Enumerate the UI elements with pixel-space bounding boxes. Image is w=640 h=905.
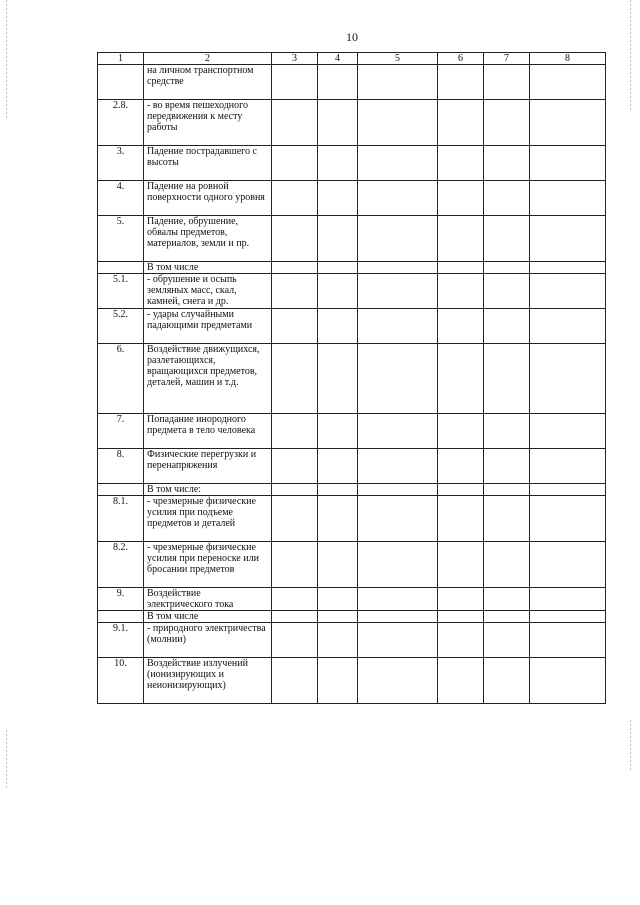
- empty-value-cell: [484, 309, 530, 344]
- row-number: 8.: [98, 449, 144, 484]
- row-description: - природного электричества (молнии): [144, 623, 272, 658]
- empty-value-cell: [318, 262, 358, 274]
- empty-value-cell: [530, 658, 606, 704]
- empty-value-cell: [272, 414, 318, 449]
- row-description: Падение на ровной поверхности одного уровня: [144, 181, 272, 216]
- table-row: [98, 588, 606, 611]
- empty-value-cell: [438, 449, 484, 484]
- injury-statistics-table: [97, 52, 606, 704]
- row-description: Падение, обрушение, обвалы предметов, материалов, земли и пр.: [144, 216, 272, 262]
- column-header: 3: [272, 53, 318, 65]
- empty-value-cell: [358, 542, 438, 588]
- table-row: [98, 181, 606, 216]
- table-row: [98, 274, 606, 309]
- row-description: Физические перегрузки и перенапряжения: [144, 449, 272, 484]
- scan-artifact-right: [630, 720, 631, 770]
- row-number: [98, 65, 144, 100]
- table-row: [98, 449, 606, 484]
- row-number: 7.: [98, 414, 144, 449]
- empty-value-cell: [358, 658, 438, 704]
- empty-value-cell: [272, 181, 318, 216]
- empty-value-cell: [358, 100, 438, 146]
- empty-value-cell: [530, 449, 606, 484]
- empty-value-cell: [318, 658, 358, 704]
- empty-value-cell: [438, 611, 484, 623]
- column-header: 4: [318, 53, 358, 65]
- empty-value-cell: [318, 274, 358, 309]
- empty-value-cell: [530, 181, 606, 216]
- row-number: 5.2.: [98, 309, 144, 344]
- row-description: на личном транспортном средстве: [144, 65, 272, 100]
- empty-value-cell: [438, 65, 484, 100]
- empty-value-cell: [484, 542, 530, 588]
- empty-value-cell: [484, 623, 530, 658]
- empty-value-cell: [530, 588, 606, 611]
- table-row: [98, 262, 606, 274]
- column-header: 5: [358, 53, 438, 65]
- empty-value-cell: [272, 309, 318, 344]
- empty-value-cell: [530, 414, 606, 449]
- empty-value-cell: [484, 611, 530, 623]
- empty-value-cell: [272, 216, 318, 262]
- row-description: Попадание инородного предмета в тело человека: [144, 414, 272, 449]
- empty-value-cell: [530, 274, 606, 309]
- column-header: 2: [144, 53, 272, 65]
- row-description: В том числе: [144, 611, 272, 623]
- table-row: [98, 414, 606, 449]
- empty-value-cell: [438, 658, 484, 704]
- empty-value-cell: [272, 274, 318, 309]
- empty-value-cell: [358, 309, 438, 344]
- empty-value-cell: [438, 181, 484, 216]
- empty-value-cell: [438, 588, 484, 611]
- row-number: 2.8.: [98, 100, 144, 146]
- empty-value-cell: [318, 588, 358, 611]
- empty-value-cell: [438, 274, 484, 309]
- empty-value-cell: [438, 216, 484, 262]
- empty-value-cell: [358, 496, 438, 542]
- empty-value-cell: [484, 658, 530, 704]
- empty-value-cell: [530, 623, 606, 658]
- row-number: 10.: [98, 658, 144, 704]
- table-row: [98, 623, 606, 658]
- table-row: [98, 344, 606, 414]
- row-description: В том числе: [144, 262, 272, 274]
- empty-value-cell: [272, 65, 318, 100]
- empty-value-cell: [484, 496, 530, 542]
- empty-value-cell: [358, 181, 438, 216]
- empty-value-cell: [484, 588, 530, 611]
- empty-value-cell: [358, 344, 438, 414]
- empty-value-cell: [438, 414, 484, 449]
- empty-value-cell: [318, 309, 358, 344]
- table-row: [98, 100, 606, 146]
- table-row: [98, 542, 606, 588]
- table-row: [98, 309, 606, 344]
- empty-value-cell: [318, 496, 358, 542]
- empty-value-cell: [484, 414, 530, 449]
- empty-value-cell: [272, 623, 318, 658]
- row-number: 8.1.: [98, 496, 144, 542]
- empty-value-cell: [272, 100, 318, 146]
- empty-value-cell: [358, 274, 438, 309]
- row-description: Падение пострадавшего с высоты: [144, 146, 272, 181]
- empty-value-cell: [484, 484, 530, 496]
- row-number: 5.1.: [98, 274, 144, 309]
- empty-value-cell: [484, 65, 530, 100]
- empty-value-cell: [438, 496, 484, 542]
- empty-value-cell: [438, 100, 484, 146]
- empty-value-cell: [484, 262, 530, 274]
- empty-value-cell: [318, 611, 358, 623]
- row-number: 4.: [98, 181, 144, 216]
- empty-value-cell: [358, 484, 438, 496]
- row-number: 9.: [98, 588, 144, 611]
- empty-value-cell: [530, 100, 606, 146]
- empty-value-cell: [318, 65, 358, 100]
- empty-value-cell: [530, 65, 606, 100]
- empty-value-cell: [318, 181, 358, 216]
- row-number: 8.2.: [98, 542, 144, 588]
- empty-value-cell: [438, 623, 484, 658]
- empty-value-cell: [358, 623, 438, 658]
- table-row: [98, 496, 606, 542]
- scan-artifact-left: [6, 0, 7, 120]
- table-row: [98, 658, 606, 704]
- column-header: 7: [484, 53, 530, 65]
- column-header: 1: [98, 53, 144, 65]
- empty-value-cell: [318, 484, 358, 496]
- row-description: Воздействие электрического тока: [144, 588, 272, 611]
- empty-value-cell: [438, 262, 484, 274]
- empty-value-cell: [318, 623, 358, 658]
- empty-value-cell: [484, 344, 530, 414]
- empty-value-cell: [530, 262, 606, 274]
- empty-value-cell: [318, 146, 358, 181]
- empty-value-cell: [484, 216, 530, 262]
- empty-value-cell: [358, 262, 438, 274]
- table-row: [98, 65, 606, 100]
- empty-value-cell: [484, 146, 530, 181]
- row-number: [98, 262, 144, 274]
- empty-value-cell: [358, 611, 438, 623]
- empty-value-cell: [272, 262, 318, 274]
- empty-value-cell: [530, 344, 606, 414]
- empty-value-cell: [484, 449, 530, 484]
- empty-value-cell: [272, 344, 318, 414]
- row-description: Воздействие излучений (ионизирующих и неионизирующих): [144, 658, 272, 704]
- empty-value-cell: [530, 496, 606, 542]
- empty-value-cell: [318, 216, 358, 262]
- row-number: [98, 484, 144, 496]
- empty-value-cell: [272, 658, 318, 704]
- empty-value-cell: [272, 496, 318, 542]
- column-header: 6: [438, 53, 484, 65]
- empty-value-cell: [358, 65, 438, 100]
- empty-value-cell: [484, 274, 530, 309]
- empty-value-cell: [358, 146, 438, 181]
- empty-value-cell: [438, 146, 484, 181]
- table-row: [98, 146, 606, 181]
- row-number: 6.: [98, 344, 144, 414]
- empty-value-cell: [530, 611, 606, 623]
- empty-value-cell: [438, 542, 484, 588]
- empty-value-cell: [530, 542, 606, 588]
- row-description: Воздействие движущихся, разлетающихся, вращающихся предметов, деталей, машин и т.д.: [144, 344, 272, 414]
- row-number: 9.1.: [98, 623, 144, 658]
- empty-value-cell: [358, 216, 438, 262]
- column-header: 8: [530, 53, 606, 65]
- empty-value-cell: [484, 100, 530, 146]
- empty-value-cell: [318, 542, 358, 588]
- scan-artifact-right: [630, 0, 631, 110]
- empty-value-cell: [438, 484, 484, 496]
- empty-value-cell: [358, 449, 438, 484]
- empty-value-cell: [318, 100, 358, 146]
- empty-value-cell: [358, 414, 438, 449]
- row-description: - чрезмерные физические усилия при переноске или бросании предметов: [144, 542, 272, 588]
- empty-value-cell: [530, 216, 606, 262]
- row-number: 5.: [98, 216, 144, 262]
- header-row: [98, 53, 606, 65]
- table-row: [98, 216, 606, 262]
- row-number: 3.: [98, 146, 144, 181]
- empty-value-cell: [530, 146, 606, 181]
- empty-value-cell: [272, 588, 318, 611]
- empty-value-cell: [530, 484, 606, 496]
- empty-value-cell: [272, 611, 318, 623]
- empty-value-cell: [272, 146, 318, 181]
- row-description: - обрушение и осыпь земляных масс, скал, камней, снега и др.: [144, 274, 272, 309]
- row-description: В том числе:: [144, 484, 272, 496]
- empty-value-cell: [438, 344, 484, 414]
- empty-value-cell: [318, 344, 358, 414]
- row-number: [98, 611, 144, 623]
- table-row: [98, 484, 606, 496]
- empty-value-cell: [438, 309, 484, 344]
- empty-value-cell: [318, 414, 358, 449]
- empty-value-cell: [272, 542, 318, 588]
- scan-artifact-left: [6, 730, 7, 790]
- empty-value-cell: [358, 588, 438, 611]
- page-number: 10: [346, 30, 358, 44]
- row-description: - удары случайными падающими предметами: [144, 309, 272, 344]
- table-row: [98, 611, 606, 623]
- row-description: - чрезмерные физические усилия при подъеме предметов и деталей: [144, 496, 272, 542]
- empty-value-cell: [530, 309, 606, 344]
- empty-value-cell: [272, 484, 318, 496]
- empty-value-cell: [272, 449, 318, 484]
- row-description: - во время пешеходного передвижения к месту работы: [144, 100, 272, 146]
- empty-value-cell: [484, 181, 530, 216]
- empty-value-cell: [318, 449, 358, 484]
